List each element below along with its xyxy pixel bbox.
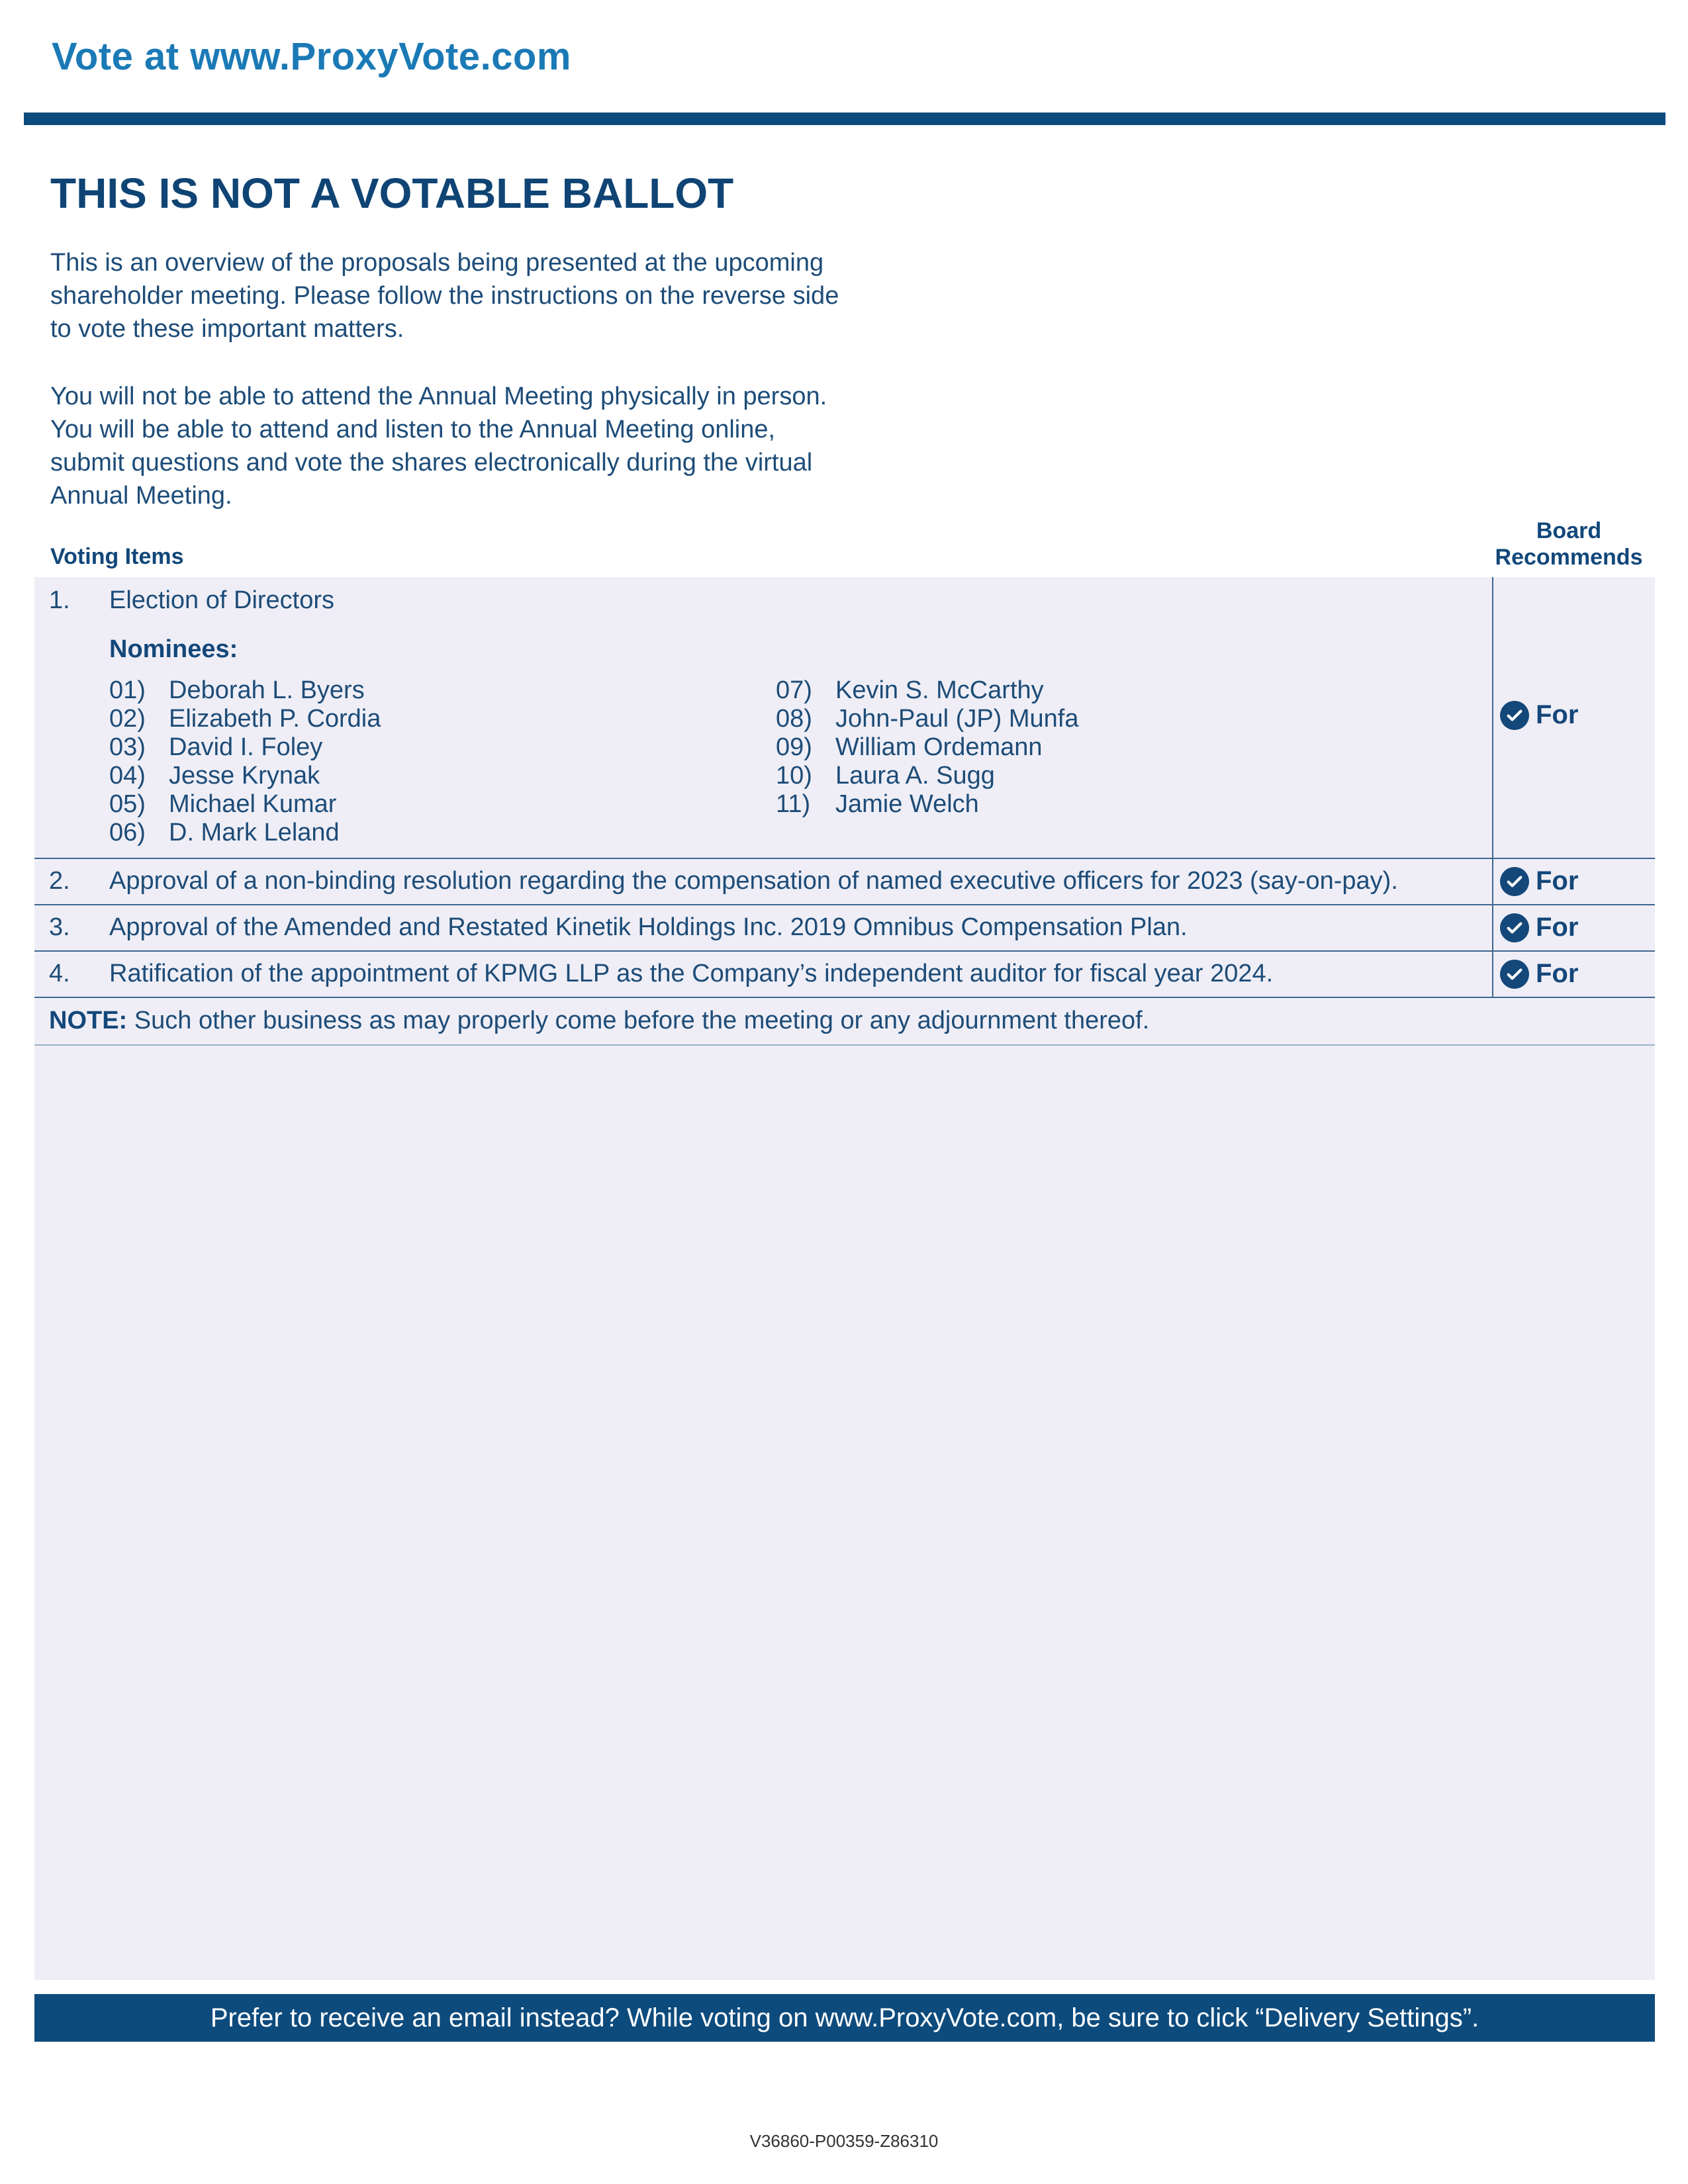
voting-item-4 xyxy=(34,952,1655,998)
board-recommends-header xyxy=(1483,518,1655,570)
banner-text: Prefer to receive an email instead? While voting on www.ProxyVote.com, be sure to click “Delivery Settings”. xyxy=(210,2003,1479,2032)
note-body: Such other business as may properly come before the meeting or any adjournment thereof. xyxy=(127,1007,1150,1034)
recommendation-cell xyxy=(1492,577,1656,858)
voting-item-1 xyxy=(34,577,1655,859)
recommendation-label: For xyxy=(1536,959,1579,988)
header-divider xyxy=(24,113,1665,125)
nominee-item: 03) David I. Foley xyxy=(109,733,323,761)
item-text: Approval of a non-binding resolution regarding the compensation of named executive officers for 2023 (say-on-pay). xyxy=(109,867,1398,895)
voting-item-3 xyxy=(34,905,1655,952)
nominees-label: Nominees: xyxy=(109,635,238,663)
nominee-item: 10) Laura A. Sugg xyxy=(776,762,995,790)
checkmark-icon xyxy=(1500,960,1529,989)
nominee-item: 08) John-Paul (JP) Munfa xyxy=(776,705,1079,733)
board-recommends-line1: Board xyxy=(1536,518,1602,543)
voting-item-2 xyxy=(34,859,1655,905)
item-number: 2. xyxy=(49,867,70,895)
nominee-item: 04) Jesse Krynak xyxy=(109,762,320,790)
recommendation-cell xyxy=(1492,905,1656,950)
checkmark-icon xyxy=(1500,913,1529,942)
vote-link-header[interactable]: Vote at www.ProxyVote.com xyxy=(52,35,571,78)
board-recommends-line2: Recommends xyxy=(1495,545,1643,570)
checkmark-icon xyxy=(1500,867,1529,896)
item-number: 1. xyxy=(49,586,70,614)
recommendation-label: For xyxy=(1536,700,1579,729)
recommendation-cell xyxy=(1492,859,1656,904)
item-text: Ratification of the appointment of KPMG LLP as the Company’s independent auditor for fiscal year 2024. xyxy=(109,960,1274,987)
nominee-item: 06) D. Mark Leland xyxy=(109,819,340,846)
note-row xyxy=(34,998,1655,1046)
page-title: THIS IS NOT A VOTABLE BALLOT xyxy=(50,169,734,217)
nominee-item: 01) Deborah L. Byers xyxy=(109,676,365,704)
item-text: Approval of the Amended and Restated Kinetik Holdings Inc. 2019 Omnibus Compensation Plan. xyxy=(109,913,1188,941)
control-code: V36860-P00359-Z86310 xyxy=(749,2131,939,2151)
nominee-item: 07) Kevin S. McCarthy xyxy=(776,676,1044,704)
checkmark-icon xyxy=(1500,701,1529,730)
item-number: 4. xyxy=(49,960,70,987)
nominee-item: 02) Elizabeth P. Cordia xyxy=(109,705,381,733)
intro-paragraph-1: This is an overview of the proposals being presented at the upcoming shareholder meeting. Please follow the instructions on the reverse side to vote these important matters. xyxy=(50,249,839,343)
nominee-list-left xyxy=(109,676,381,847)
recommendation-cell xyxy=(1492,952,1656,997)
nominee-item: 05) Michael Kumar xyxy=(109,790,337,818)
nominee-item: 09) William Ordemann xyxy=(776,733,1043,761)
nominee-list-right xyxy=(776,676,1079,819)
item-number: 3. xyxy=(49,913,70,941)
item-text: Election of Directors xyxy=(109,586,335,614)
note-text xyxy=(49,1007,1149,1035)
intro-paragraph-2: You will not be able to attend the Annual Meeting physically in person. You will be able to attend and listen to the Annual Meeting online, submit questions and vote the shares electronically during the virtual Annual Meeting. xyxy=(50,383,827,510)
recommendation-label: For xyxy=(1536,913,1579,942)
nominee-item: 11) Jamie Welch xyxy=(776,790,979,818)
voting-items-header: Voting Items xyxy=(50,544,184,569)
recommendation-label: For xyxy=(1536,866,1579,895)
delivery-settings-banner xyxy=(34,1994,1655,2042)
note-label: NOTE: xyxy=(49,1007,128,1034)
